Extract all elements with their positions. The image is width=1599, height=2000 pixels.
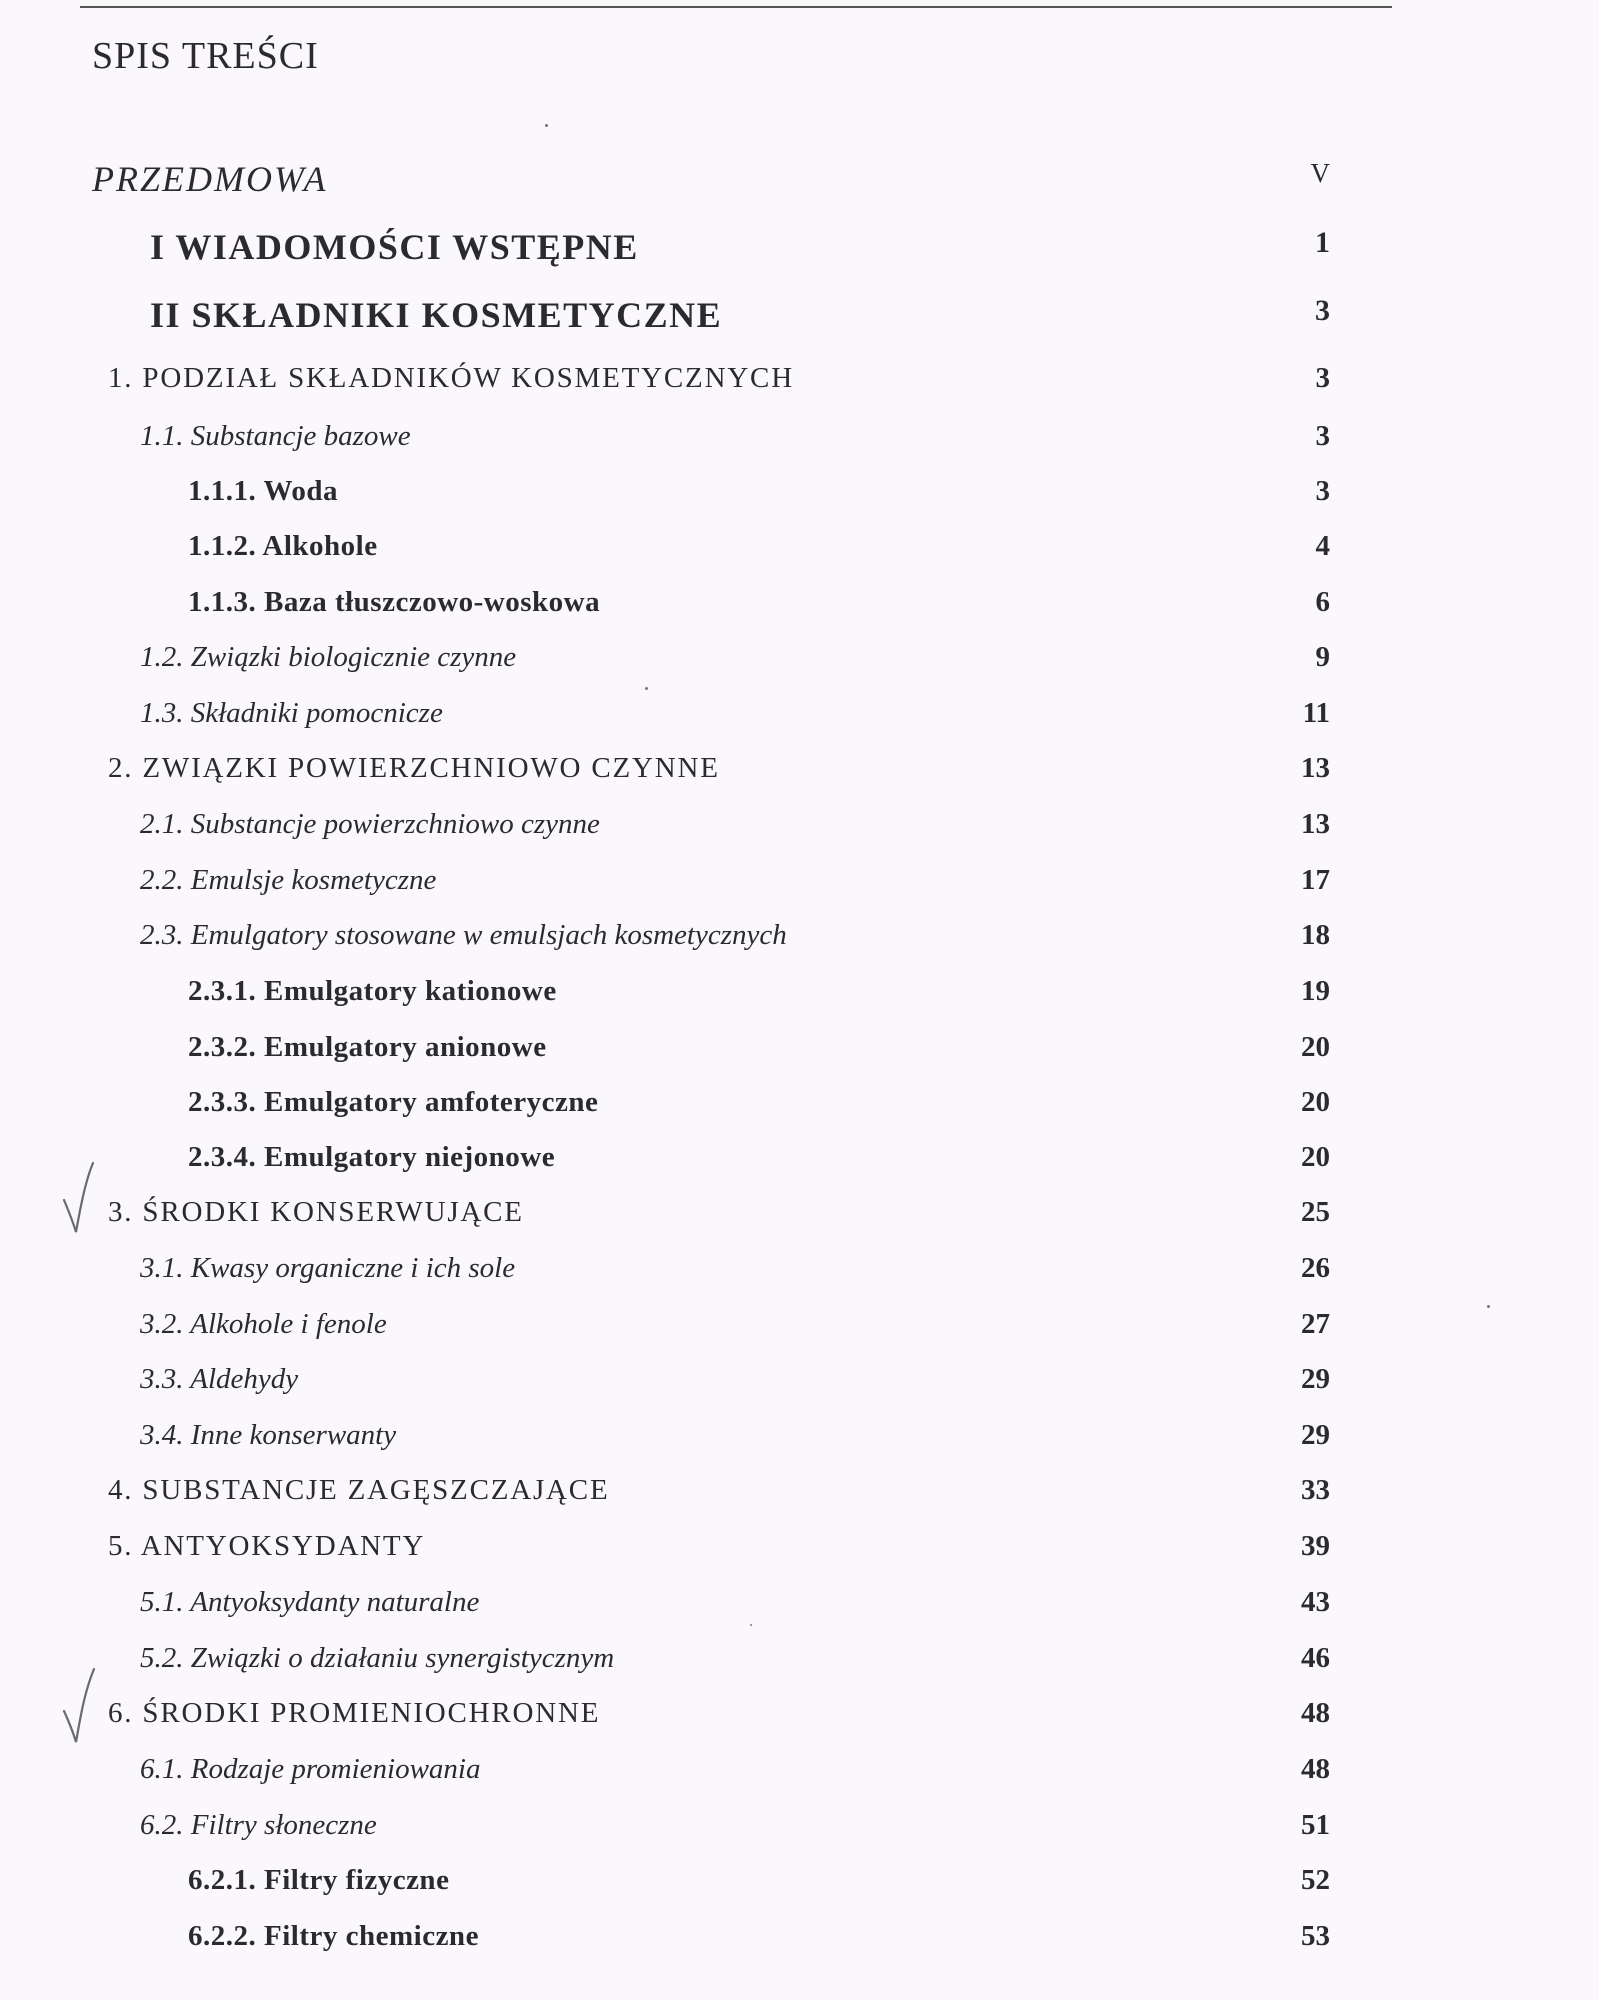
toc-entry-subsection [0, 1920, 1599, 1972]
toc-entry-page: 20 [1301, 1086, 1330, 1118]
toc-entry-chapter [0, 752, 1599, 804]
toc-entry-subsection [0, 586, 1599, 638]
toc-entry-page: 27 [1301, 1308, 1330, 1340]
toc-entry-title: 1.1. Substancje bazowe [140, 420, 411, 452]
toc-entry-page: 46 [1301, 1642, 1330, 1674]
toc-entry-page: 43 [1301, 1586, 1330, 1618]
toc-entry-section [0, 641, 1599, 693]
toc-entry-page: 29 [1301, 1363, 1330, 1395]
toc-entry-title: 2.1. Substancje powierzchniowo czynne [140, 808, 600, 840]
toc-entry-title: 6.2. Filtry słoneczne [140, 1809, 377, 1841]
toc-entry-page: 6 [1315, 586, 1330, 618]
toc-entry-section [0, 1753, 1599, 1805]
toc-entry-title: 2.2. Emulsje kosmetyczne [140, 864, 437, 896]
toc-entry-chapter [0, 1474, 1599, 1526]
toc-entry-title: 3.2. Alkohole i fenole [140, 1308, 387, 1340]
toc-entry-chapter [0, 1530, 1599, 1582]
toc-entry-page: 11 [1302, 697, 1330, 729]
toc-entry-page: 26 [1301, 1252, 1330, 1284]
toc-entry-subsection [0, 1141, 1599, 1193]
scan-speck [645, 687, 648, 690]
toc-entry-page: 20 [1301, 1141, 1330, 1173]
toc-entry-section [0, 1809, 1599, 1861]
toc-entry-title: 4. SUBSTANCJE ZAGĘSZCZAJĄCE [108, 1474, 610, 1506]
toc-entry-section [0, 808, 1599, 860]
toc-entry-page: 25 [1301, 1196, 1330, 1228]
toc-entry-section [0, 919, 1599, 971]
toc-entry-section [0, 697, 1599, 749]
toc-entry-page: 17 [1301, 864, 1330, 896]
toc-entry-section [0, 864, 1599, 916]
handwritten-checkmark-icon [60, 1665, 100, 1745]
toc-entry-subsection [0, 475, 1599, 527]
toc-entry-part [0, 226, 1599, 278]
scan-speck [750, 1624, 752, 1626]
toc-entry-title: 1.3. Składniki pomocnicze [140, 697, 443, 729]
toc-entry-page: 48 [1301, 1753, 1330, 1785]
scan-speck [1487, 1305, 1490, 1308]
toc-entry-page: 3 [1315, 294, 1330, 327]
top-rule [80, 6, 1392, 8]
toc-entry-title: 2.3.3. Emulgatory amfoteryczne [188, 1086, 599, 1118]
toc-entry-chapter [0, 1196, 1599, 1248]
toc-entry-title: 2.3.4. Emulgatory niejonowe [188, 1141, 556, 1173]
toc-entry-page: 13 [1301, 808, 1330, 840]
toc-entry-section [0, 1642, 1599, 1694]
toc-entry-subsection [0, 1086, 1599, 1138]
toc-entry-section [0, 1586, 1599, 1638]
toc-entry-title: 2. ZWIĄZKI POWIERZCHNIOWO CZYNNE [108, 752, 720, 784]
toc-entry-title: 3.4. Inne konserwanty [140, 1419, 397, 1451]
toc-entry-page: 51 [1301, 1809, 1330, 1841]
toc-entry-page: 3 [1315, 420, 1330, 452]
toc-entry-subsection [0, 1864, 1599, 1916]
toc-entry-page: 48 [1301, 1697, 1330, 1729]
toc-entry-subsection [0, 1031, 1599, 1083]
toc-entry-title: I WIADOMOŚCI WSTĘPNE [150, 227, 639, 267]
toc-entry-chapter [0, 362, 1599, 414]
toc-entry-subsection [0, 530, 1599, 582]
toc-entry-page: 52 [1301, 1864, 1330, 1896]
toc-entry-page: 18 [1301, 919, 1330, 951]
toc-entry-title: 2.3.1. Emulgatory kationowe [188, 975, 557, 1007]
toc-entry-title: 1.1.3. Baza tłuszczowo-woskowa [188, 586, 601, 618]
handwritten-checkmark-icon [60, 1160, 100, 1235]
toc-entry-page: 3 [1315, 475, 1330, 507]
toc-entry-title: 6.2.1. Filtry fizyczne [188, 1864, 450, 1896]
toc-entry-title: 6.1. Rodzaje promieniowania [140, 1753, 481, 1785]
toc-entry-title: 3. ŚRODKI KONSERWUJĄCE [108, 1196, 524, 1228]
toc-entry-title: 1. PODZIAŁ SKŁADNIKÓW KOSMETYCZNYCH [108, 362, 794, 394]
toc-entry-page: V [1310, 158, 1330, 188]
toc-entry-section [0, 1363, 1599, 1415]
toc-entry-title: II SKŁADNIKI KOSMETYCZNE [150, 295, 723, 335]
toc-entry-page: 39 [1301, 1530, 1330, 1562]
toc-entry-title: 5.1. Antyoksydanty naturalne [140, 1586, 480, 1618]
toc-entry-page: 4 [1315, 530, 1330, 562]
toc-entry-subsection [0, 975, 1599, 1027]
toc-entry-title: 2.3.2. Emulgatory anionowe [188, 1031, 547, 1063]
scan-speck [545, 124, 548, 127]
toc-entry-page: 19 [1301, 975, 1330, 1007]
toc-entry-section [0, 1419, 1599, 1471]
toc-entry-page: 13 [1301, 752, 1330, 784]
toc-entry-title: 5.2. Związki o działaniu synergistycznym [140, 1642, 615, 1674]
toc-entry-section [0, 1308, 1599, 1360]
toc-entry-title: 1.2. Związki biologicznie czynne [140, 641, 517, 673]
toc-entry-title: 2.3. Emulgatory stosowane w emulsjach kosmetycznych [140, 919, 787, 951]
toc-entry-part [0, 294, 1599, 346]
toc-entry-page: 53 [1301, 1920, 1330, 1952]
toc-entry-section [0, 420, 1599, 472]
toc-entry-preface [0, 158, 1599, 210]
toc-entry-title: PRZEDMOWA [92, 159, 328, 199]
toc-entry-title: 1.1.2. Alkohole [188, 530, 378, 562]
toc-entry-title: 3.3. Aldehydy [140, 1363, 299, 1395]
toc-entry-page: 33 [1301, 1474, 1330, 1506]
toc-entry-title: 5. ANTYOKSYDANTY [108, 1530, 426, 1562]
page-title: SPIS TREŚCI [92, 35, 319, 77]
toc-entry-chapter [0, 1697, 1599, 1749]
toc-entry-title: 3.1. Kwasy organiczne i ich sole [140, 1252, 516, 1284]
toc-entry-title: 6. ŚRODKI PROMIENIOCHRONNE [108, 1697, 601, 1729]
toc-entry-page: 1 [1315, 226, 1330, 259]
toc-entry-page: 9 [1315, 641, 1330, 673]
toc-entry-page: 20 [1301, 1031, 1330, 1063]
toc-entry-page: 3 [1315, 362, 1330, 394]
toc-entry-title: 1.1.1. Woda [188, 475, 339, 507]
toc-entry-title: 6.2.2. Filtry chemiczne [188, 1920, 479, 1952]
toc-entry-section [0, 1252, 1599, 1304]
toc-entry-page: 29 [1301, 1419, 1330, 1451]
